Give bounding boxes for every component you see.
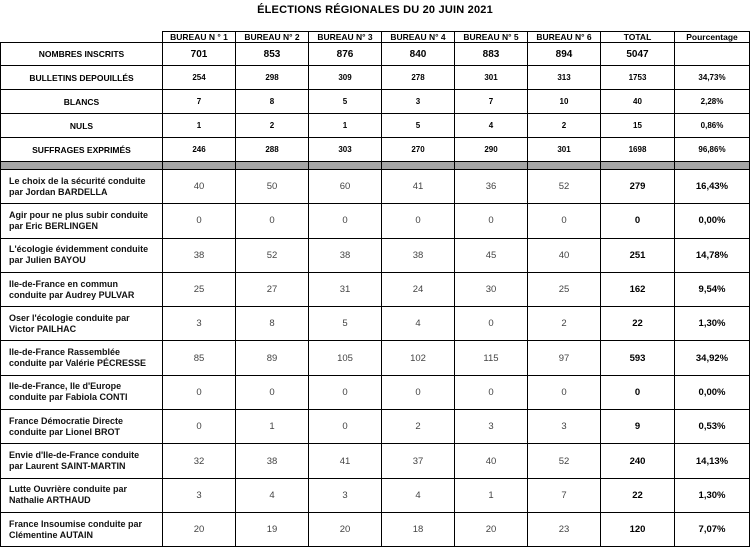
table-cell: 2 [528, 114, 601, 138]
table-cell: 2,28% [675, 90, 750, 114]
table-cell: 52 [528, 444, 601, 478]
table-cell: 105 [309, 341, 382, 375]
table-cell: 4 [455, 114, 528, 138]
table-cell: 0 [455, 204, 528, 238]
table-cell: 1753 [601, 66, 675, 90]
table-cell: 0,86% [675, 114, 750, 138]
candidate-list-line2: Nathalie ARTHAUD [9, 495, 91, 506]
table-cell: 25 [163, 272, 236, 306]
candidate-list-line2: par Eric BERLINGEN [9, 220, 99, 231]
column-header: BUREAU N° 2 [236, 32, 309, 43]
candidate-total: 22 [601, 307, 675, 341]
table-cell: 5 [382, 114, 455, 138]
candidate-list-line2: par Laurent SAINT-MARTIN [9, 461, 126, 472]
candidate-name [1, 341, 163, 375]
separator-cell [163, 162, 236, 170]
header-row [1, 32, 750, 43]
stat-row [1, 90, 750, 114]
table-cell: 102 [382, 341, 455, 375]
table-cell: 38 [163, 238, 236, 272]
candidate-name [1, 410, 163, 444]
table-cell: 0 [528, 204, 601, 238]
table-cell: 4 [236, 478, 309, 512]
table-cell: 0 [309, 410, 382, 444]
table-cell: 298 [236, 66, 309, 90]
candidate-name [1, 272, 163, 306]
table-cell: 0 [382, 375, 455, 409]
candidate-list-line1: Agir pour ne plus subir conduite [9, 209, 149, 220]
candidate-row [1, 478, 750, 512]
table-cell: 30 [455, 272, 528, 306]
table-cell: 1 [455, 478, 528, 512]
table-cell: 0 [163, 375, 236, 409]
column-header: BUREAU N° 4 [382, 32, 455, 43]
table-cell: 27 [236, 272, 309, 306]
candidate-total: 120 [601, 512, 675, 546]
candidate-list-line1: Ile-de-France Rassemblée [9, 347, 121, 358]
table-cell: 309 [309, 66, 382, 90]
separator-cell [601, 162, 675, 170]
table-cell: 20 [455, 512, 528, 546]
candidate-percentage: 0,53% [675, 410, 750, 444]
row-label: SUFFRAGES EXPRIMÉS [1, 138, 163, 162]
row-label: BULLETINS DEPOUILLÉS [1, 66, 163, 90]
separator-cell [236, 162, 309, 170]
table-cell: 3 [455, 410, 528, 444]
table-cell: 31 [309, 272, 382, 306]
table-cell: 40 [601, 90, 675, 114]
table-cell: 894 [528, 43, 601, 66]
table-cell: 10 [528, 90, 601, 114]
table-cell: 1 [236, 410, 309, 444]
table-cell [675, 43, 750, 66]
table-cell: 7 [528, 478, 601, 512]
candidate-list-line2: Clémentine AUTAIN [9, 529, 94, 540]
column-header: BUREAU N° 3 [309, 32, 382, 43]
header-blank [1, 32, 163, 43]
table-cell: 301 [455, 66, 528, 90]
table-cell: 5 [309, 90, 382, 114]
table-cell: 8 [236, 307, 309, 341]
table-cell: 5 [309, 307, 382, 341]
table-cell: 0 [382, 204, 455, 238]
candidate-row [1, 341, 750, 375]
table-cell: 303 [309, 138, 382, 162]
candidate-total: 251 [601, 238, 675, 272]
candidate-list-line1: Ile-de-France, Ile d'Europe [9, 381, 122, 392]
table-cell: 0 [455, 307, 528, 341]
candidate-list-line1: France Démocratie Directe [9, 415, 124, 426]
candidate-total: 22 [601, 478, 675, 512]
table-cell: 0 [236, 204, 309, 238]
table-cell: 4 [382, 478, 455, 512]
table-cell: 270 [382, 138, 455, 162]
column-header: BUREAU N ° 1 [163, 32, 236, 43]
candidate-row [1, 512, 750, 546]
table-cell: 115 [455, 341, 528, 375]
candidate-name [1, 204, 163, 238]
table-cell: 0 [163, 410, 236, 444]
stat-row [1, 114, 750, 138]
table-cell: 2 [236, 114, 309, 138]
page-title: ÉLECTIONS RÉGIONALES DU 20 JUIN 2021 [257, 4, 493, 16]
table-cell: 38 [309, 238, 382, 272]
table-cell: 1 [309, 114, 382, 138]
candidate-name [1, 170, 163, 204]
candidate-percentage: 9,54% [675, 272, 750, 306]
stat-row [1, 138, 750, 162]
table-cell: 288 [236, 138, 309, 162]
candidate-percentage: 14,13% [675, 444, 750, 478]
table-cell: 301 [528, 138, 601, 162]
table-cell: 40 [528, 238, 601, 272]
table-cell: 246 [163, 138, 236, 162]
table-cell: 32 [163, 444, 236, 478]
candidate-percentage: 1,30% [675, 307, 750, 341]
row-label: NULS [1, 114, 163, 138]
candidate-list-line2: par Jordan BARDELLA [9, 186, 108, 197]
table-cell: 8 [236, 90, 309, 114]
table-cell: 4 [382, 307, 455, 341]
candidate-list-line2: Victor PAILHAC [9, 323, 77, 334]
table-cell: 853 [236, 43, 309, 66]
table-cell: 38 [236, 444, 309, 478]
table-cell: 52 [528, 170, 601, 204]
stat-row [1, 66, 750, 90]
candidate-percentage: 16,43% [675, 170, 750, 204]
candidate-total: 0 [601, 204, 675, 238]
table-cell: 5047 [601, 43, 675, 66]
candidate-name [1, 307, 163, 341]
table-cell: 38 [382, 238, 455, 272]
candidate-total: 593 [601, 341, 675, 375]
table-cell: 41 [309, 444, 382, 478]
column-header: Pourcentage [675, 32, 750, 43]
table-cell: 96,86% [675, 138, 750, 162]
table-cell: 15 [601, 114, 675, 138]
separator-cell [455, 162, 528, 170]
candidate-list-line1: Lutte Ouvrière conduite par [9, 484, 128, 495]
candidate-list-line2: conduite par Lionel BROT [9, 426, 121, 437]
candidate-list-line1: Ile-de-France en commun [9, 278, 119, 289]
table-cell: 50 [236, 170, 309, 204]
table-cell: 0 [309, 375, 382, 409]
candidate-row [1, 307, 750, 341]
candidate-percentage: 34,92% [675, 341, 750, 375]
candidate-total: 0 [601, 375, 675, 409]
candidate-percentage: 1,30% [675, 478, 750, 512]
separator-cell [1, 162, 163, 170]
table-cell: 36 [455, 170, 528, 204]
table-cell: 7 [163, 90, 236, 114]
candidate-name [1, 375, 163, 409]
table-cell: 0 [528, 375, 601, 409]
candidate-row [1, 444, 750, 478]
candidate-list-line1: France Insoumise conduite par [9, 518, 143, 529]
table-cell: 701 [163, 43, 236, 66]
table-cell: 3 [528, 410, 601, 444]
candidate-row [1, 375, 750, 409]
candidate-name [1, 238, 163, 272]
table-cell: 7 [455, 90, 528, 114]
candidate-percentage: 14,78% [675, 238, 750, 272]
table-cell: 40 [455, 444, 528, 478]
row-label: NOMBRES INSCRITS [1, 43, 163, 66]
candidate-list-line2: conduite par Audrey PULVAR [9, 289, 135, 300]
candidate-total: 279 [601, 170, 675, 204]
candidate-total: 240 [601, 444, 675, 478]
candidate-row [1, 272, 750, 306]
table-cell: 0 [236, 375, 309, 409]
table-cell: 883 [455, 43, 528, 66]
candidate-list-line1: L'écologie évidemment conduite [9, 244, 149, 255]
candidate-total: 162 [601, 272, 675, 306]
table-cell: 37 [382, 444, 455, 478]
candidate-list-line2: conduite par Fabiola CONTI [9, 392, 128, 403]
column-header: BUREAU N° 5 [455, 32, 528, 43]
table-cell: 1698 [601, 138, 675, 162]
candidate-list-line1: Oser l'écologie conduite par [9, 312, 130, 323]
table-cell: 290 [455, 138, 528, 162]
separator-cell [309, 162, 382, 170]
separator-cell [675, 162, 750, 170]
separator-cell [528, 162, 601, 170]
table-cell: 20 [163, 512, 236, 546]
table-cell: 25 [528, 272, 601, 306]
candidate-row [1, 204, 750, 238]
candidate-total: 9 [601, 410, 675, 444]
table-cell: 40 [163, 170, 236, 204]
column-header: TOTAL [601, 32, 675, 43]
candidate-percentage: 0,00% [675, 204, 750, 238]
candidate-row [1, 170, 750, 204]
table-cell: 2 [382, 410, 455, 444]
column-header: BUREAU N° 6 [528, 32, 601, 43]
table-cell: 0 [455, 375, 528, 409]
table-cell: 60 [309, 170, 382, 204]
candidate-row [1, 238, 750, 272]
candidate-row [1, 410, 750, 444]
table-cell: 23 [528, 512, 601, 546]
table-cell: 3 [309, 478, 382, 512]
table-cell: 278 [382, 66, 455, 90]
table-cell: 18 [382, 512, 455, 546]
table-cell: 52 [236, 238, 309, 272]
table-cell: 2 [528, 307, 601, 341]
candidate-list-line2: par Julien BAYOU [9, 255, 86, 266]
table-cell: 1 [163, 114, 236, 138]
candidate-name [1, 444, 163, 478]
separator-row [1, 162, 750, 170]
table-cell: 0 [309, 204, 382, 238]
candidate-list-line2: conduite par Valérie PÉCRESSE [9, 358, 147, 369]
table-cell: 840 [382, 43, 455, 66]
table-cell: 0 [163, 204, 236, 238]
table-cell: 3 [382, 90, 455, 114]
candidate-percentage: 7,07% [675, 512, 750, 546]
table-cell: 20 [309, 512, 382, 546]
table-cell: 89 [236, 341, 309, 375]
table-cell: 254 [163, 66, 236, 90]
table-cell: 24 [382, 272, 455, 306]
table-cell: 19 [236, 512, 309, 546]
inscrits-row [1, 43, 750, 66]
results-table [0, 31, 750, 547]
table-cell: 85 [163, 341, 236, 375]
table-cell: 34,73% [675, 66, 750, 90]
candidate-percentage: 0,00% [675, 375, 750, 409]
table-cell: 3 [163, 307, 236, 341]
table-cell: 313 [528, 66, 601, 90]
table-cell: 41 [382, 170, 455, 204]
candidate-list-line1: Le choix de la sécurité conduite [9, 175, 146, 186]
table-cell: 876 [309, 43, 382, 66]
separator-cell [382, 162, 455, 170]
table-cell: 45 [455, 238, 528, 272]
row-label: BLANCS [1, 90, 163, 114]
table-cell: 97 [528, 341, 601, 375]
candidate-name [1, 512, 163, 546]
candidate-name [1, 478, 163, 512]
table-cell: 3 [163, 478, 236, 512]
candidate-list-line1: Envie d'Ile-de-France conduite [9, 450, 140, 461]
